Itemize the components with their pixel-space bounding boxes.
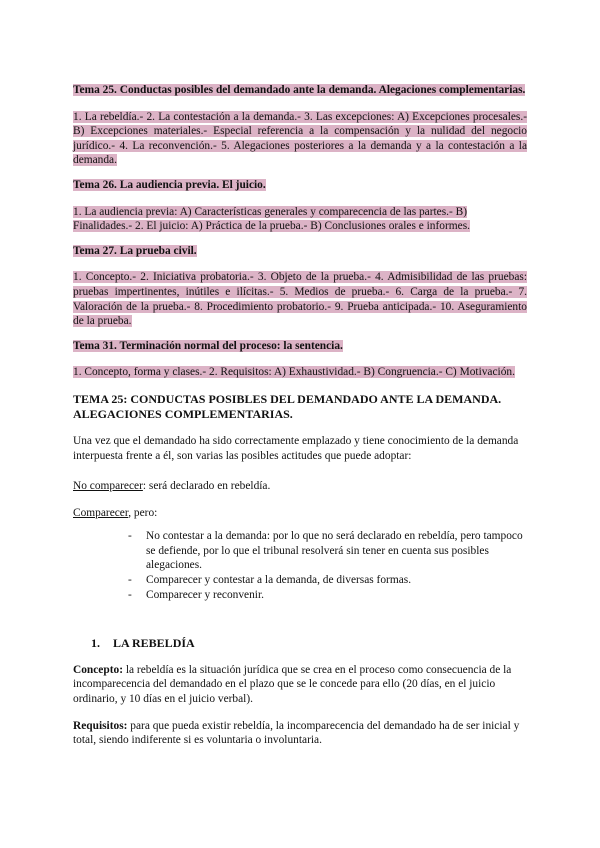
comparecer-label: Comparecer <box>73 506 129 519</box>
requisitos-label: Requisitos: <box>73 719 128 732</box>
section-number: 1. <box>91 636 100 651</box>
index-topic-31-title: Tema 31. Terminación normal del proceso: la sentencia. <box>73 339 343 352</box>
section-title: LA REBELDÍA <box>113 636 195 651</box>
no-comparecer-label: No comparecer <box>73 480 143 493</box>
concepto-paragraph: Concepto: la rebeldía es la situación jurídica que se crea en el proceso como consecuencia de la incomparecencia del demandado en el plazo que se le concede para ello (20 días, en el juicio ordinario, y 10 días en el juicio verbal). <box>73 663 512 706</box>
intro-paragraph: Una vez que el demandado ha sido correctamente emplazado y tiene conocimiento de la demanda interpuesta frente a él, son varias las posibles actitudes que puede adoptar: <box>73 434 519 462</box>
dash-bullet: - <box>128 530 132 543</box>
index-topic-27-title: Tema 27. La prueba civil. <box>73 244 197 257</box>
attitudes-list <box>73 529 527 602</box>
document-content <box>73 83 527 748</box>
main-title: TEMA 25: CONDUCTAS POSIBLES DEL DEMANDADO ANTE LA DEMANDA. ALEGACIONES COMPLEMENTARIAS. <box>73 391 502 421</box>
index-topic-25-title: Tema 25. Conductas posibles del demandado ante la demanda. Alegaciones complementarias. <box>73 84 526 96</box>
list-item: - Comparecer y reconvenir. <box>128 588 264 601</box>
index-topic-25-items: 1. La rebeldía.- 2. La contestación a la demanda.- 3. Las excepciones: A) Excepciones procesales.- B) Excepciones materiales.- Especial referencia a la compensación y la nulidad del negocio jurídico.- 4. La reconvención.- 5. Alegaciones posteriores a la demanda y a la contestación a la demanda. <box>73 110 527 167</box>
no-comparecer-paragraph: No comparecer: será declarado en rebeldía. <box>73 480 271 493</box>
section-heading <box>73 636 527 651</box>
index-topic-27-items: 1. Concepto.- 2. Iniciativa probatoria.- 3. Objeto de la prueba.- 4. Admisibilidad de las pruebas: pruebas impertinentes, inútiles e ilícitas.- 5. Medios de prueba.- 6. Carga de la prueba.- 7. Valoración de la prueba.- 8. Procedimiento probatorio.- 9. Prueba anticipada.- 10. Aseguramiento de la prueba. <box>73 271 527 328</box>
index-topic-26-items: 1. La audiencia previa: A) Características generales y comparecencia de las partes.- B) Finalidades.- 2. El juicio: A) Práctica de la prueba.- B) Conclusiones orales e informes. <box>73 205 470 233</box>
comparecer-paragraph: Comparecer, pero: <box>73 506 158 519</box>
list-item: - No contestar a la demanda: por lo que no será declarado en rebeldía, pero tampoco se defiende, por lo que el tribunal resolverá sin tener en cuenta sus posibles alegaciones. <box>128 530 523 572</box>
requisitos-paragraph: Requisitos: para que pueda existir rebeldía, la incomparecencia del demandado ha de ser inicial y total, siendo indiferente si es voluntaria o involuntaria. <box>73 719 520 747</box>
concepto-label: Concepto: <box>73 663 123 676</box>
dash-bullet: - <box>128 588 132 601</box>
index-topic-31-items: 1. Concepto, forma y clases.- 2. Requisitos: A) Exhaustividad.- B) Congruencia.- C) Motivación. <box>73 366 515 379</box>
dash-bullet: - <box>128 574 132 587</box>
index-topic-26-title: Tema 26. La audiencia previa. El juicio. <box>73 178 266 191</box>
list-item: - Comparecer y contestar a la demanda, de diversas formas. <box>128 574 412 587</box>
